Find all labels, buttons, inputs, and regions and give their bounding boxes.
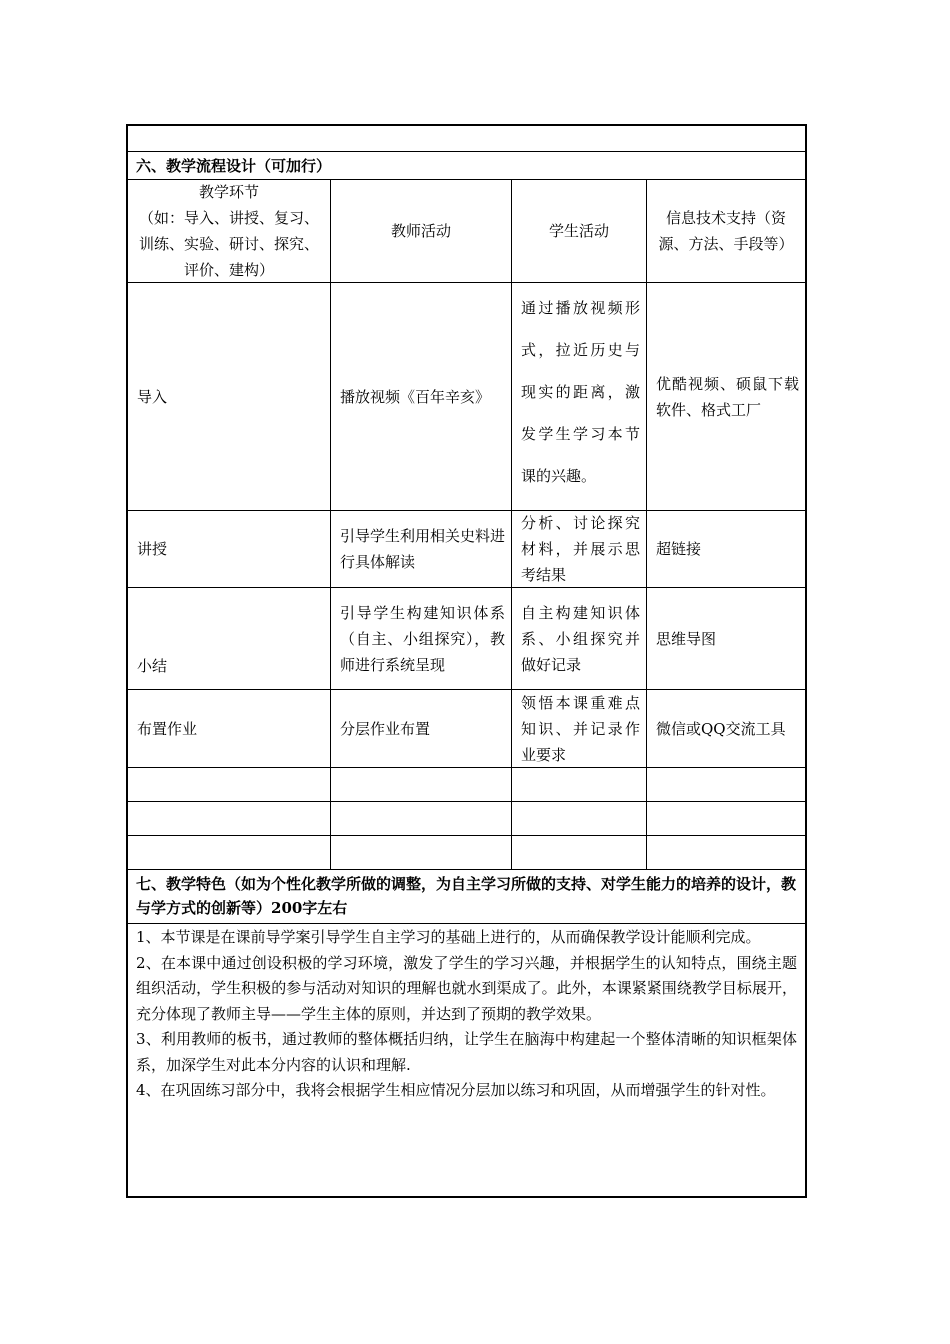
section7-paragraph: 3、利用教师的板书，通过教师的整体概括归纳，让学生在脑海中构建起一个整体清晰的知识框架体系，加深学生对此本分内容的认识和理解. (136, 1030, 797, 1074)
row3-tech: 思维导图 (656, 629, 717, 648)
section7-paragraph: 2、在本课中通过创设积极的学习环境，激发了学生的学习兴趣，并根据学生的认知特点，围绕主题组织活动，学生积极的参与活动对知识的理解也就水到渠成了。此外，本课紧紧围绕教学目标展开，充分体现了教师主导——学生主体的原则，并达到了预期的教学效果。 (136, 953, 797, 1023)
header-tech: 信息技术支持（资源、方法、手段等） (658, 209, 794, 253)
row4-student: 领悟本课重难点知识、并记录作业要求 (521, 693, 640, 764)
section7-body (136, 925, 797, 1104)
row3-student: 自主构建知识体系、小组探究并做好记录 (521, 603, 640, 674)
row3-teacher: 引导学生构建知识体系（自主、小组探究），教师进行系统呈现 (340, 603, 505, 674)
row1-tech: 优酷视频、硕鼠下载软件、格式工厂 (656, 374, 799, 419)
section7-paragraph: 4、在巩固练习部分中，我将会根据学生相应情况分层加以练习和巩固，从而增强学生的针对性。 (136, 1081, 776, 1099)
header-teacher: 教师活动 (390, 222, 451, 240)
row4-teacher: 分层作业布置 (340, 719, 431, 738)
row2-tech: 超链接 (656, 540, 702, 558)
row4-stage: 布置作业 (137, 719, 198, 738)
row-divider (128, 151, 805, 152)
row-divider (128, 923, 805, 924)
row2-student: 分析、讨论探究材料，并展示思考结果 (521, 514, 640, 584)
header-stage-title: 教学环节 (198, 183, 259, 201)
row-divider (128, 801, 805, 802)
row3-stage: 小结 (137, 657, 168, 675)
row1-stage: 导入 (137, 387, 168, 406)
row1-teacher: 播放视频《百年辛亥》 (340, 387, 491, 406)
row-divider (128, 835, 805, 836)
lesson-plan-table (126, 124, 807, 1198)
row-divider (128, 869, 805, 870)
row4-tech: 微信或QQ交流工具 (656, 719, 786, 738)
header-stage (128, 180, 330, 282)
section7-paragraph: 1、本节课是在课前导学案引导学生自主学习的基础上进行的，从而确保教学设计能顺利完成。 (136, 928, 761, 946)
header-student: 学生活动 (548, 222, 609, 240)
section7-title: 七、教学特色（如为个性化教学所做的调整，为自主学习所做的支持、对学生能力的培养的设计，教与学方式的创新等）200字左右 (136, 875, 797, 917)
row2-stage: 讲授 (137, 540, 168, 558)
row-divider (128, 767, 805, 768)
row2-teacher: 引导学生利用相关史料进行具体解读 (340, 527, 506, 571)
section6-title: 六、教学流程设计（可加行） (136, 157, 332, 175)
header-stage-note: （如：导入、讲授、复习、训练、实验、研讨、探究、评价、建构） (138, 209, 319, 279)
row1-student: 通过播放视频形式，拉近历史与现实的距离，激发学生学习本节课的兴趣。 (521, 299, 640, 485)
